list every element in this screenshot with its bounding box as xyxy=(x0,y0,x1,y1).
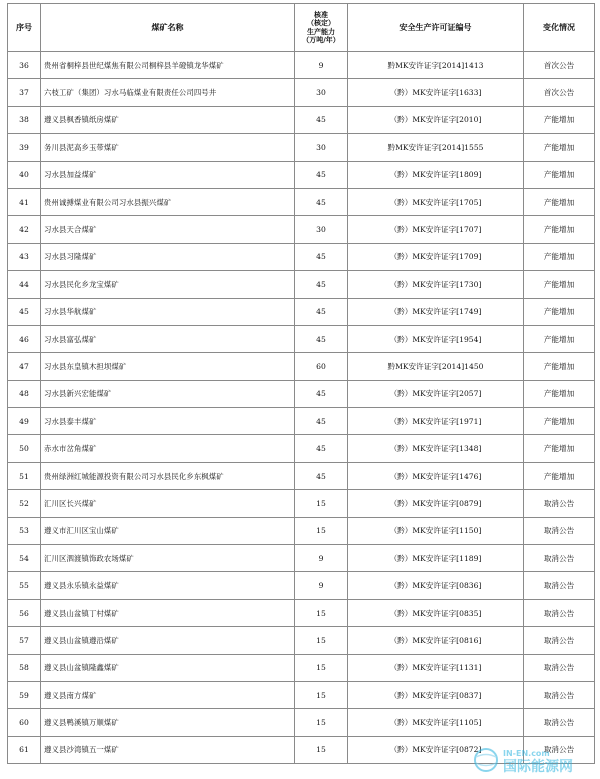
row-serial-number: 42 xyxy=(8,216,41,243)
table-row xyxy=(8,106,595,133)
row-change-status: 产能增加 xyxy=(524,462,595,489)
row-serial-number: 41 xyxy=(8,188,41,215)
row-capacity: 45 xyxy=(295,462,348,489)
row-license-number: （黔）MK安许证字[0835] xyxy=(348,599,524,626)
row-license-number: （黔）MK安许证字[1150] xyxy=(348,517,524,544)
row-license-number: （黔）MK安许证字[1709] xyxy=(348,243,524,270)
table-row xyxy=(8,79,595,106)
row-capacity: 9 xyxy=(295,572,348,599)
row-change-status: 产能增加 xyxy=(524,353,595,380)
row-change-status: 取消公告 xyxy=(524,709,595,736)
row-license-number: （黔）MK安许证字[1809] xyxy=(348,161,524,188)
table-row xyxy=(8,52,595,79)
row-serial-number: 49 xyxy=(8,408,41,435)
row-license-number: （黔）MK安许证字[0837] xyxy=(348,681,524,708)
table-row xyxy=(8,545,595,572)
table-row xyxy=(8,517,595,544)
row-serial-number: 43 xyxy=(8,243,41,270)
table-row xyxy=(8,709,595,736)
row-license-number: （黔）MK安许证字[1633] xyxy=(348,79,524,106)
header-change-status: 变化情况 xyxy=(524,4,595,52)
row-capacity: 45 xyxy=(295,298,348,325)
row-capacity: 30 xyxy=(295,134,348,161)
row-change-status: 取消公告 xyxy=(524,681,595,708)
row-license-number: （黔）MK安许证字[1730] xyxy=(348,271,524,298)
row-serial-number: 56 xyxy=(8,599,41,626)
row-change-status: 产能增加 xyxy=(524,380,595,407)
row-capacity: 9 xyxy=(295,545,348,572)
row-capacity: 45 xyxy=(295,271,348,298)
table-row xyxy=(8,572,595,599)
table-row xyxy=(8,627,595,654)
row-change-status: 产能增加 xyxy=(524,188,595,215)
row-change-status: 产能增加 xyxy=(524,271,595,298)
row-serial-number: 51 xyxy=(8,462,41,489)
table-row xyxy=(8,599,595,626)
row-capacity: 45 xyxy=(295,408,348,435)
row-capacity: 45 xyxy=(295,380,348,407)
table-row xyxy=(8,188,595,215)
row-mine-name: 习水县泰丰煤矿 xyxy=(41,408,295,435)
header-capacity-line: （万吨/年） xyxy=(302,36,340,44)
row-capacity: 15 xyxy=(295,517,348,544)
row-capacity: 15 xyxy=(295,490,348,517)
row-capacity: 30 xyxy=(295,79,348,106)
row-serial-number: 39 xyxy=(8,134,41,161)
row-license-number: （黔）MK安许证字[1707] xyxy=(348,216,524,243)
row-license-number: （黔）MK安许证字[1476] xyxy=(348,462,524,489)
row-serial-number: 57 xyxy=(8,627,41,654)
row-serial-number: 55 xyxy=(8,572,41,599)
row-change-status: 产能增加 xyxy=(524,298,595,325)
row-change-status: 取消公告 xyxy=(524,736,595,763)
row-capacity: 15 xyxy=(295,681,348,708)
row-change-status: 取消公告 xyxy=(524,627,595,654)
row-mine-name: 习水县富弘煤矿 xyxy=(41,325,295,352)
table-row xyxy=(8,325,595,352)
table-row xyxy=(8,271,595,298)
row-license-number: （黔）MK安许证字[1749] xyxy=(348,298,524,325)
row-license-number: （黔）MK安许证字[2010] xyxy=(348,106,524,133)
table-row xyxy=(8,353,595,380)
row-capacity: 45 xyxy=(295,188,348,215)
row-change-status: 取消公告 xyxy=(524,599,595,626)
row-serial-number: 52 xyxy=(8,490,41,517)
row-license-number: （黔）MK安许证字[0836] xyxy=(348,572,524,599)
row-mine-name: 习水县习隆煤矿 xyxy=(41,243,295,270)
row-change-status: 首次公告 xyxy=(524,52,595,79)
table-body xyxy=(8,52,595,764)
row-license-number: 黔MK安许证字[2014]1555 xyxy=(348,134,524,161)
row-license-number: （黔）MK安许证字[0879] xyxy=(348,490,524,517)
table-row xyxy=(8,134,595,161)
row-mine-name: 习水县华航煤矿 xyxy=(41,298,295,325)
row-mine-name: 赤水市岔角煤矿 xyxy=(41,435,295,462)
row-mine-name: 六枝工矿（集团）习水马临煤业有限责任公司四号井 xyxy=(41,79,295,106)
row-change-status: 产能增加 xyxy=(524,435,595,462)
row-serial-number: 50 xyxy=(8,435,41,462)
row-change-status: 取消公告 xyxy=(524,545,595,572)
row-serial-number: 36 xyxy=(8,52,41,79)
table-row xyxy=(8,408,595,435)
row-license-number: （黔）MK安许证字[2057] xyxy=(348,380,524,407)
row-change-status: 产能增加 xyxy=(524,161,595,188)
row-mine-name: 习水县新兴宏能煤矿 xyxy=(41,380,295,407)
table-row xyxy=(8,243,595,270)
header-license-number: 安全生产许可证编号 xyxy=(348,4,524,52)
row-license-number: 黔MK安许证字[2014]1450 xyxy=(348,353,524,380)
table-row xyxy=(8,161,595,188)
coal-mine-table xyxy=(7,3,595,764)
row-mine-name: 习水县天合煤矿 xyxy=(41,216,295,243)
row-capacity: 30 xyxy=(295,216,348,243)
header-capacity-line: （核定） xyxy=(307,19,335,27)
row-license-number: （黔）MK安许证字[1705] xyxy=(348,188,524,215)
row-capacity: 9 xyxy=(295,52,348,79)
row-change-status: 取消公告 xyxy=(524,572,595,599)
header-row xyxy=(8,4,595,52)
row-mine-name: 贵州诚搏煤业有限公司习水县振兴煤矿 xyxy=(41,188,295,215)
table-row xyxy=(8,681,595,708)
row-change-status: 产能增加 xyxy=(524,408,595,435)
row-capacity: 45 xyxy=(295,325,348,352)
row-license-number: 黔MK安许证字[2014]1413 xyxy=(348,52,524,79)
row-serial-number: 44 xyxy=(8,271,41,298)
row-change-status: 首次公告 xyxy=(524,79,595,106)
watermark-site-text: IN-EN.com xyxy=(503,749,550,758)
row-license-number: （黔）MK安许证字[0816] xyxy=(348,627,524,654)
globe-icon xyxy=(475,749,497,771)
row-mine-name: 习水县东皇镇木担坝煤矿 xyxy=(41,353,295,380)
row-serial-number: 40 xyxy=(8,161,41,188)
row-mine-name: 遵义县永乐镇永益煤矿 xyxy=(41,572,295,599)
header-capacity-line: 生产能力 xyxy=(307,27,335,36)
row-serial-number: 58 xyxy=(8,654,41,681)
row-license-number: （黔）MK安许证字[1131] xyxy=(348,654,524,681)
table-row xyxy=(8,216,595,243)
row-mine-name: 遵义县枫香镇纸房煤矿 xyxy=(41,106,295,133)
row-mine-name: 遵义县山盆镇遵沿煤矿 xyxy=(41,627,295,654)
row-capacity: 15 xyxy=(295,654,348,681)
row-serial-number: 60 xyxy=(8,709,41,736)
row-serial-number: 48 xyxy=(8,380,41,407)
row-mine-name: 遵义县南方煤矿 xyxy=(41,681,295,708)
row-change-status: 产能增加 xyxy=(524,106,595,133)
row-capacity: 45 xyxy=(295,435,348,462)
header-serial-number: 序号 xyxy=(8,4,41,52)
row-license-number: （黔）MK安许证字[1954] xyxy=(348,325,524,352)
row-mine-name: 遵义县鸭溪镇万顺煤矿 xyxy=(41,709,295,736)
row-mine-name: 务川县泥高乡玉带煤矿 xyxy=(41,134,295,161)
table-row xyxy=(8,654,595,681)
row-change-status: 产能增加 xyxy=(524,134,595,161)
row-serial-number: 59 xyxy=(8,681,41,708)
row-mine-name: 贵州绿洲红城能源投资有限公司习水县民化乡东枫煤矿 xyxy=(41,462,295,489)
row-serial-number: 53 xyxy=(8,517,41,544)
row-mine-name: 遵义市汇川区宝山煤矿 xyxy=(41,517,295,544)
row-license-number: （黔）MK安许证字[0872] xyxy=(348,736,524,763)
row-license-number: （黔）MK安许证字[1105] xyxy=(348,709,524,736)
row-serial-number: 46 xyxy=(8,325,41,352)
row-capacity: 15 xyxy=(295,736,348,763)
row-serial-number: 38 xyxy=(8,106,41,133)
row-capacity: 60 xyxy=(295,353,348,380)
row-mine-name: 遵义县山盆镇隆鑫煤矿 xyxy=(41,654,295,681)
row-change-status: 产能增加 xyxy=(524,216,595,243)
row-serial-number: 37 xyxy=(8,79,41,106)
row-capacity: 15 xyxy=(295,599,348,626)
row-capacity: 45 xyxy=(295,161,348,188)
row-change-status: 产能增加 xyxy=(524,243,595,270)
row-license-number: （黔）MK安许证字[1971] xyxy=(348,408,524,435)
row-change-status: 取消公告 xyxy=(524,654,595,681)
row-change-status: 取消公告 xyxy=(524,517,595,544)
row-capacity: 45 xyxy=(295,106,348,133)
row-mine-name: 习水县民化乡龙宝煤矿 xyxy=(41,271,295,298)
row-mine-name: 汇川区泗渡镇饰政农场煤矿 xyxy=(41,545,295,572)
header-mine-name: 煤矿名称 xyxy=(41,4,295,52)
row-serial-number: 47 xyxy=(8,353,41,380)
row-mine-name: 贵州省桐梓县世纪煤焦有限公司桐梓县羊磴镇龙华煤矿 xyxy=(41,52,295,79)
table-row xyxy=(8,490,595,517)
row-mine-name: 遵义县山盆镇丁村煤矿 xyxy=(41,599,295,626)
row-license-number: （黔）MK安许证字[1189] xyxy=(348,545,524,572)
header-capacity xyxy=(295,4,348,52)
row-mine-name: 遵义县沙湾镇五一煤矿 xyxy=(41,736,295,763)
row-capacity: 15 xyxy=(295,627,348,654)
row-license-number: （黔）MK安许证字[1348] xyxy=(348,435,524,462)
watermark-brand-text: 国际能源网 xyxy=(503,759,573,775)
row-capacity: 45 xyxy=(295,243,348,270)
row-serial-number: 54 xyxy=(8,545,41,572)
row-mine-name: 习水县加益煤矿 xyxy=(41,161,295,188)
table-header xyxy=(8,4,595,52)
row-serial-number: 45 xyxy=(8,298,41,325)
row-capacity: 15 xyxy=(295,709,348,736)
row-mine-name: 汇川区长兴煤矿 xyxy=(41,490,295,517)
row-change-status: 产能增加 xyxy=(524,325,595,352)
table-row xyxy=(8,462,595,489)
row-change-status: 取消公告 xyxy=(524,490,595,517)
in-en-watermark-logo xyxy=(473,745,591,775)
header-capacity-line: 核准 xyxy=(314,10,328,19)
table-row xyxy=(8,435,595,462)
table-row xyxy=(8,298,595,325)
row-serial-number: 61 xyxy=(8,736,41,763)
table-row xyxy=(8,380,595,407)
